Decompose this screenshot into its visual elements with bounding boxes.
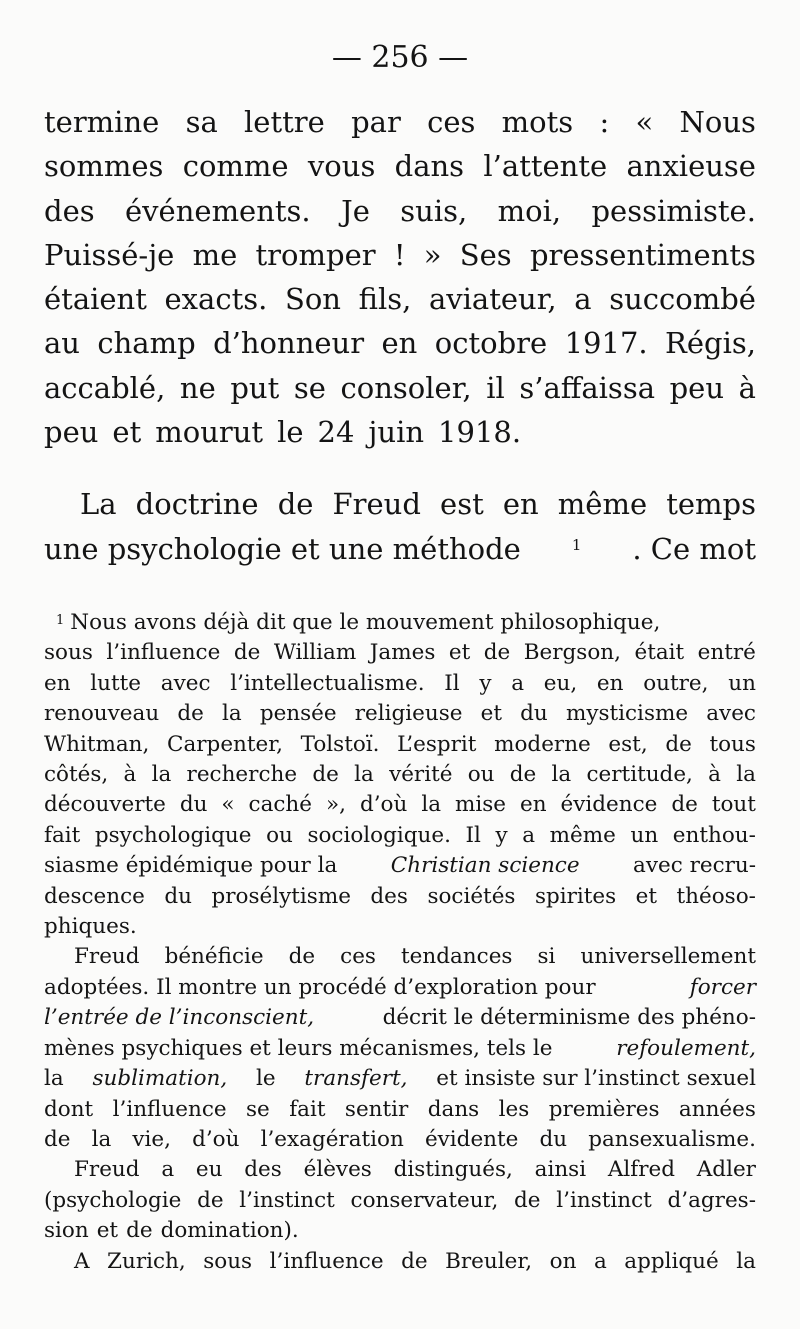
word: la (736, 762, 756, 788)
word: accablé, (44, 370, 166, 405)
word: le (277, 415, 304, 450)
word: de (126, 1218, 153, 1244)
word: conservateur, (350, 1187, 499, 1213)
word: s’affaissa (519, 370, 655, 405)
text-line (44, 100, 756, 144)
word: enthou- (672, 822, 756, 848)
word: étaient (44, 282, 147, 317)
word: spirites (534, 883, 617, 909)
word: un (630, 822, 659, 848)
word: la (421, 792, 442, 818)
italic-run: refoulement, (616, 1035, 756, 1061)
word: on (549, 1248, 577, 1274)
word: prosélytisme (211, 883, 351, 909)
word: à (738, 370, 756, 405)
text-line (44, 233, 756, 277)
word: est, (608, 731, 648, 757)
word: Il (465, 822, 481, 848)
word: d’où (192, 1126, 240, 1152)
word: si (537, 944, 556, 970)
word: put (230, 370, 280, 405)
word: l’intellectualisme. (230, 670, 425, 696)
word: et (96, 1218, 119, 1244)
word: premières (548, 1096, 660, 1122)
word: il (486, 370, 505, 405)
word: sentir (344, 1096, 409, 1122)
word: mysticisme (565, 701, 689, 727)
word: James (369, 640, 436, 666)
word: : (599, 105, 610, 139)
word: lettre (244, 105, 325, 139)
word: avec (706, 701, 756, 727)
word: même (549, 822, 616, 848)
word: l’attente (483, 149, 608, 184)
text-run: la (44, 1066, 64, 1092)
word: Freud (332, 487, 421, 522)
italic-run: forcer (689, 974, 756, 1000)
word: a (511, 670, 525, 696)
word: a (574, 282, 592, 317)
word: Breuler, (445, 1248, 533, 1274)
word: tous (709, 731, 756, 757)
word: de (197, 1187, 224, 1213)
footnote-line (44, 730, 756, 760)
word: sous (44, 640, 93, 666)
word: dont (44, 1096, 94, 1122)
word: événements. (125, 193, 311, 228)
word: eu, (543, 670, 578, 696)
text-line (44, 366, 756, 410)
word: pessimiste. (591, 193, 756, 228)
word: succombé (609, 282, 756, 317)
text-run: mènes psychiques et leurs mécanismes, tels le (44, 1035, 553, 1061)
word: théoso- (676, 883, 756, 909)
footnote-line (44, 1095, 756, 1125)
word: du (520, 701, 548, 727)
word: en (381, 326, 418, 361)
word: de (277, 487, 314, 522)
word: y (479, 670, 492, 696)
word: 1918. (438, 415, 522, 450)
word: fait (44, 822, 81, 848)
word: élèves (303, 1157, 372, 1183)
word: du (164, 883, 193, 909)
text-run: siasme épidémique pour la (44, 853, 338, 879)
italic-run: l’entrée de l’inconscient, (44, 1005, 315, 1031)
word: mourut (155, 415, 264, 450)
word: recherche (186, 762, 298, 788)
footnote-line (44, 760, 756, 790)
word: (psychologie (44, 1187, 182, 1213)
word: eu (195, 1157, 223, 1183)
word: « (635, 105, 654, 139)
word: pensée (259, 701, 337, 727)
text-line (44, 527, 756, 571)
word: Puissé-je (44, 237, 175, 272)
footnote-mark: 1 (56, 613, 65, 628)
text-run: décrit le déterminisme des phéno- (382, 1005, 756, 1031)
word: a (522, 822, 536, 848)
word: des (370, 883, 408, 909)
word: mise (454, 792, 507, 818)
word: Ses (459, 237, 512, 272)
text-line (44, 321, 756, 365)
text-line (44, 144, 756, 188)
word: était (634, 640, 685, 666)
text-run: adoptées. Il montre un procédé d’exploration pour (44, 974, 596, 1000)
word: la (91, 1126, 112, 1152)
text-run: et insiste sur l’instinct sexuel (436, 1066, 756, 1092)
word: moi, (497, 193, 562, 228)
word: en (44, 670, 71, 696)
word: l’exagération (260, 1126, 404, 1152)
footnote-line (44, 973, 756, 1003)
word: Bergson, (523, 640, 621, 666)
footnote (44, 608, 756, 1277)
page-number: — 256 — (331, 40, 469, 75)
word: a (161, 1157, 175, 1183)
word: comme (182, 149, 289, 184)
footnote-line (44, 1247, 756, 1277)
word: distingués, (393, 1157, 513, 1183)
text-run: le (256, 1066, 276, 1092)
word: « (221, 792, 235, 818)
word: de (665, 731, 692, 757)
word: dans (427, 1096, 480, 1122)
word: suis, (400, 193, 468, 228)
word: Freud (74, 1157, 140, 1183)
word: aviateur, (428, 282, 557, 317)
word: la (736, 1248, 756, 1274)
word: doctrine (135, 487, 259, 522)
italic-run: sublimation, (92, 1066, 228, 1092)
word: ou (266, 822, 293, 848)
footnote-line (44, 1216, 756, 1246)
word: côtés, (44, 762, 109, 788)
footnote-line (44, 669, 756, 699)
footnote-line (44, 790, 756, 820)
word: sous (203, 1248, 253, 1274)
word: », (325, 792, 346, 818)
word: du (179, 792, 208, 818)
word: psychologique (94, 822, 252, 848)
word: est (440, 487, 484, 522)
word: exacts. (164, 282, 268, 317)
word: années (678, 1096, 756, 1122)
word: la (551, 762, 572, 788)
footnote-line (44, 1034, 756, 1064)
word: ou (467, 762, 495, 788)
word: les (498, 1096, 530, 1122)
word: renouveau (44, 701, 160, 727)
word: tromper (255, 237, 376, 272)
word: peu (669, 370, 725, 405)
word: appliqué (624, 1248, 719, 1274)
word: avec (160, 670, 211, 696)
footnote-line (44, 1064, 756, 1094)
word: en (519, 792, 547, 818)
word: consoler, (340, 370, 472, 405)
footnote-line (44, 851, 756, 881)
word: la (151, 762, 172, 788)
word: au (44, 326, 80, 361)
word: de (233, 640, 261, 666)
word: en (596, 670, 624, 696)
word: octobre (434, 326, 548, 361)
word: domination). (160, 1218, 299, 1244)
word: » (423, 237, 442, 272)
word: l’influence (269, 1248, 384, 1274)
word: Carpenter, (167, 731, 284, 757)
word: et (448, 640, 471, 666)
word: ces (340, 944, 376, 970)
word: Nous (679, 105, 756, 139)
word: me (192, 237, 238, 272)
word: Il (444, 670, 460, 696)
word: d’honneur (213, 326, 365, 361)
word: découverte (44, 792, 166, 818)
word: d’où (359, 792, 408, 818)
word: phiques. (44, 914, 137, 940)
word: de (509, 762, 537, 788)
footnote-line (44, 1125, 756, 1155)
word: de (671, 792, 698, 818)
word: sommes (44, 149, 164, 184)
word: Je (341, 193, 370, 228)
word: de (288, 944, 316, 970)
word: pansexualisme. (588, 1126, 756, 1152)
word: A (74, 1248, 90, 1274)
word: en (502, 487, 539, 522)
word: évidente (424, 1126, 519, 1152)
word: William (273, 640, 357, 666)
text-line (44, 277, 756, 321)
word: Régis, (665, 326, 756, 361)
word: 1917. (564, 326, 648, 361)
word: ne (179, 370, 216, 405)
word: Freud (74, 944, 140, 970)
word: anxieuse (626, 149, 756, 184)
word: même (557, 487, 648, 522)
word: outre, (643, 670, 709, 696)
word: juin (368, 415, 425, 450)
word: caché (248, 792, 313, 818)
word: sa (185, 105, 218, 139)
word: la (354, 762, 374, 788)
text-line (44, 189, 756, 233)
footnote-line (44, 912, 756, 942)
word: L’esprit (397, 731, 477, 757)
word: fait (289, 1096, 326, 1122)
word: et (635, 883, 658, 909)
word: des (44, 193, 95, 228)
word: de (312, 762, 339, 788)
footnote-line (44, 882, 756, 912)
word: la (221, 701, 242, 727)
word: sociétés (427, 883, 516, 909)
word: fils, (358, 282, 412, 317)
word: y (495, 822, 508, 848)
word: sion (44, 1218, 89, 1244)
word: Adler (696, 1157, 756, 1183)
word: ! (393, 237, 406, 272)
word: Zurich, (107, 1248, 186, 1274)
word: vie, (132, 1126, 171, 1152)
footnote-line (44, 1186, 756, 1216)
word: a (593, 1248, 607, 1274)
italic-run: Christian science (390, 853, 580, 879)
footnote-line (44, 821, 756, 851)
word: Son (284, 282, 341, 317)
word: champ (97, 326, 196, 361)
footnote-line (44, 638, 756, 668)
word: du (539, 1126, 568, 1152)
word: La (80, 487, 117, 522)
footnote-line (44, 1003, 756, 1033)
word: de (483, 640, 511, 666)
word: à (708, 762, 721, 788)
word: et (480, 701, 503, 727)
italic-run: transfert, (304, 1066, 408, 1092)
word: l’instinct (239, 1187, 335, 1213)
word: lutte (90, 670, 142, 696)
footnote-line (44, 942, 756, 972)
word: certitude, (586, 762, 693, 788)
word: termine (44, 105, 160, 139)
word: universellement (580, 944, 756, 970)
word: vérité (389, 762, 453, 788)
word: l’influence (106, 640, 221, 666)
word: se (246, 1096, 270, 1122)
text-run: avec recru- (633, 853, 756, 879)
word: Tolstoï. (300, 731, 380, 757)
footnote-reference: 1 (571, 535, 582, 554)
word: l’influence (112, 1096, 227, 1122)
text-run: . Ce mot (632, 531, 756, 566)
word: Alfred (607, 1157, 675, 1183)
word: à (123, 762, 137, 788)
word: de (44, 1126, 71, 1152)
word: des (244, 1157, 282, 1183)
word: ces (427, 105, 476, 139)
footnote-line (44, 1155, 756, 1185)
text-run: une psychologie et une méthode (44, 531, 521, 566)
word: moderne (494, 731, 591, 757)
word: l’instinct (556, 1187, 652, 1213)
word: de (177, 701, 204, 727)
word: temps (666, 487, 756, 522)
word: peu (44, 415, 99, 450)
word: pressentiments (529, 237, 756, 272)
word: de (514, 1187, 541, 1213)
word: mots (501, 105, 574, 139)
word: d’agres- (667, 1187, 756, 1213)
word: vous (307, 149, 376, 184)
word: dans (394, 149, 465, 184)
text-line (44, 482, 756, 526)
word: sociologique. (307, 822, 451, 848)
word: un (728, 670, 756, 696)
text-line (44, 410, 756, 454)
word: Whitman, (44, 731, 150, 757)
word: de (401, 1248, 428, 1274)
word: tendances (401, 944, 513, 970)
word: tout (711, 792, 756, 818)
main-text (44, 100, 756, 571)
footnote-line (44, 699, 756, 729)
word: 24 (317, 415, 355, 450)
word: religieuse (354, 701, 463, 727)
footnote-line (44, 608, 756, 638)
text-run: Nous avons déjà dit que le mouvement philosophique, (70, 610, 661, 635)
word: ainsi (534, 1157, 587, 1183)
word: se (293, 370, 326, 405)
word: par (351, 105, 401, 139)
word: bénéficie (164, 944, 264, 970)
word: entré (697, 640, 756, 666)
word: descence (44, 883, 145, 909)
word: évidence (560, 792, 658, 818)
word: et (112, 415, 142, 450)
